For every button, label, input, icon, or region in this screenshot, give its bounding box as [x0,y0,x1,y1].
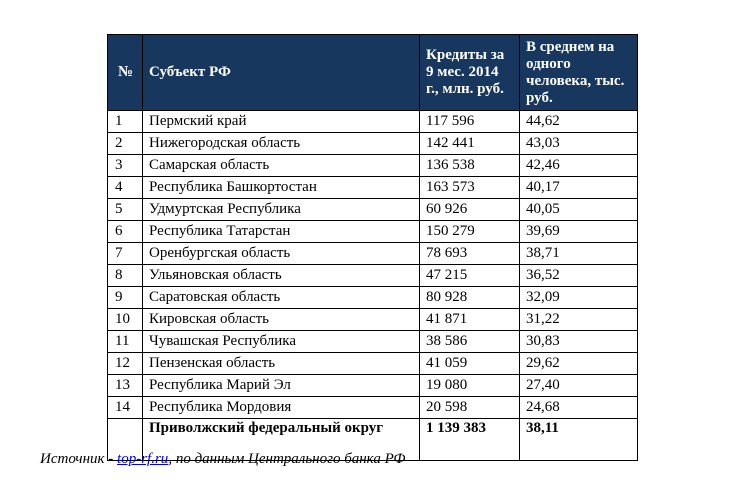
row-num: 8 [108,265,143,287]
table-row [108,177,638,199]
credit-table-container [107,34,637,461]
table-row [108,353,638,375]
source-prefix: Источник - [40,451,118,467]
row-subject: Ульяновская область [143,265,420,287]
row-credits: 41 871 [420,309,520,331]
source-caption [40,451,405,468]
row-num: 7 [108,243,143,265]
table-row [108,133,638,155]
row-num: 10 [108,309,143,331]
table-row [108,309,638,331]
table-row [108,397,638,419]
header-avg: В среднем на одного человека, тыс. руб. [520,35,638,111]
table-body [108,111,638,461]
row-avg: 44,62 [520,111,638,133]
row-subject: Республика Татарстан [143,221,420,243]
row-credits: 78 693 [420,243,520,265]
table-row [108,199,638,221]
row-credits: 142 441 [420,133,520,155]
row-num: 4 [108,177,143,199]
row-avg: 32,09 [520,287,638,309]
total-subject: Приволжский федеральный округ [143,419,420,461]
table-row [108,375,638,397]
row-subject: Республика Мордовия [143,397,420,419]
row-subject: Удмуртская Республика [143,199,420,221]
row-subject: Самарская область [143,155,420,177]
row-avg: 40,05 [520,199,638,221]
row-credits: 38 586 [420,331,520,353]
row-num: 1 [108,111,143,133]
header-subject: Субъект РФ [143,35,420,111]
row-avg: 30,83 [520,331,638,353]
row-credits: 41 059 [420,353,520,375]
row-num: 2 [108,133,143,155]
row-avg: 36,52 [520,265,638,287]
table-row [108,243,638,265]
source-suffix: , по данным Центрального банка РФ [168,451,406,467]
row-avg: 43,03 [520,133,638,155]
row-num: 6 [108,221,143,243]
row-credits: 80 928 [420,287,520,309]
row-avg: 27,40 [520,375,638,397]
row-subject: Чувашская Республика [143,331,420,353]
row-subject: Кировская область [143,309,420,331]
row-num: 12 [108,353,143,375]
row-subject: Оренбургская область [143,243,420,265]
row-credits: 163 573 [420,177,520,199]
row-num: 13 [108,375,143,397]
header-credits: Кредиты за 9 мес. 2014 г., млн. руб. [420,35,520,111]
table-row [108,265,638,287]
row-avg: 39,69 [520,221,638,243]
row-credits: 117 596 [420,111,520,133]
row-subject: Саратовская область [143,287,420,309]
row-credits: 136 538 [420,155,520,177]
total-avg: 38,11 [520,419,638,461]
row-credits: 20 598 [420,397,520,419]
total-credits: 1 139 383 [420,419,520,461]
source-link[interactable]: top-rf.ru [117,451,169,467]
row-avg: 29,62 [520,353,638,375]
row-credits: 150 279 [420,221,520,243]
row-avg: 31,22 [520,309,638,331]
row-subject: Республика Башкортостан [143,177,420,199]
row-num: 14 [108,397,143,419]
table-row [108,221,638,243]
row-subject: Республика Марий Эл [143,375,420,397]
row-avg: 24,68 [520,397,638,419]
table-row [108,111,638,133]
table-row [108,331,638,353]
table-row [108,155,638,177]
row-credits: 47 215 [420,265,520,287]
row-subject: Пермский край [143,111,420,133]
credit-table [107,34,638,461]
row-avg: 42,46 [520,155,638,177]
header-num: № [108,35,143,111]
row-num: 3 [108,155,143,177]
row-avg: 38,71 [520,243,638,265]
table-row [108,287,638,309]
table-header-row [108,35,638,111]
row-credits: 19 080 [420,375,520,397]
row-num: 5 [108,199,143,221]
row-num: 9 [108,287,143,309]
row-num: 11 [108,331,143,353]
row-subject: Пензенская область [143,353,420,375]
row-credits: 60 926 [420,199,520,221]
row-avg: 40,17 [520,177,638,199]
row-subject: Нижегородская область [143,133,420,155]
